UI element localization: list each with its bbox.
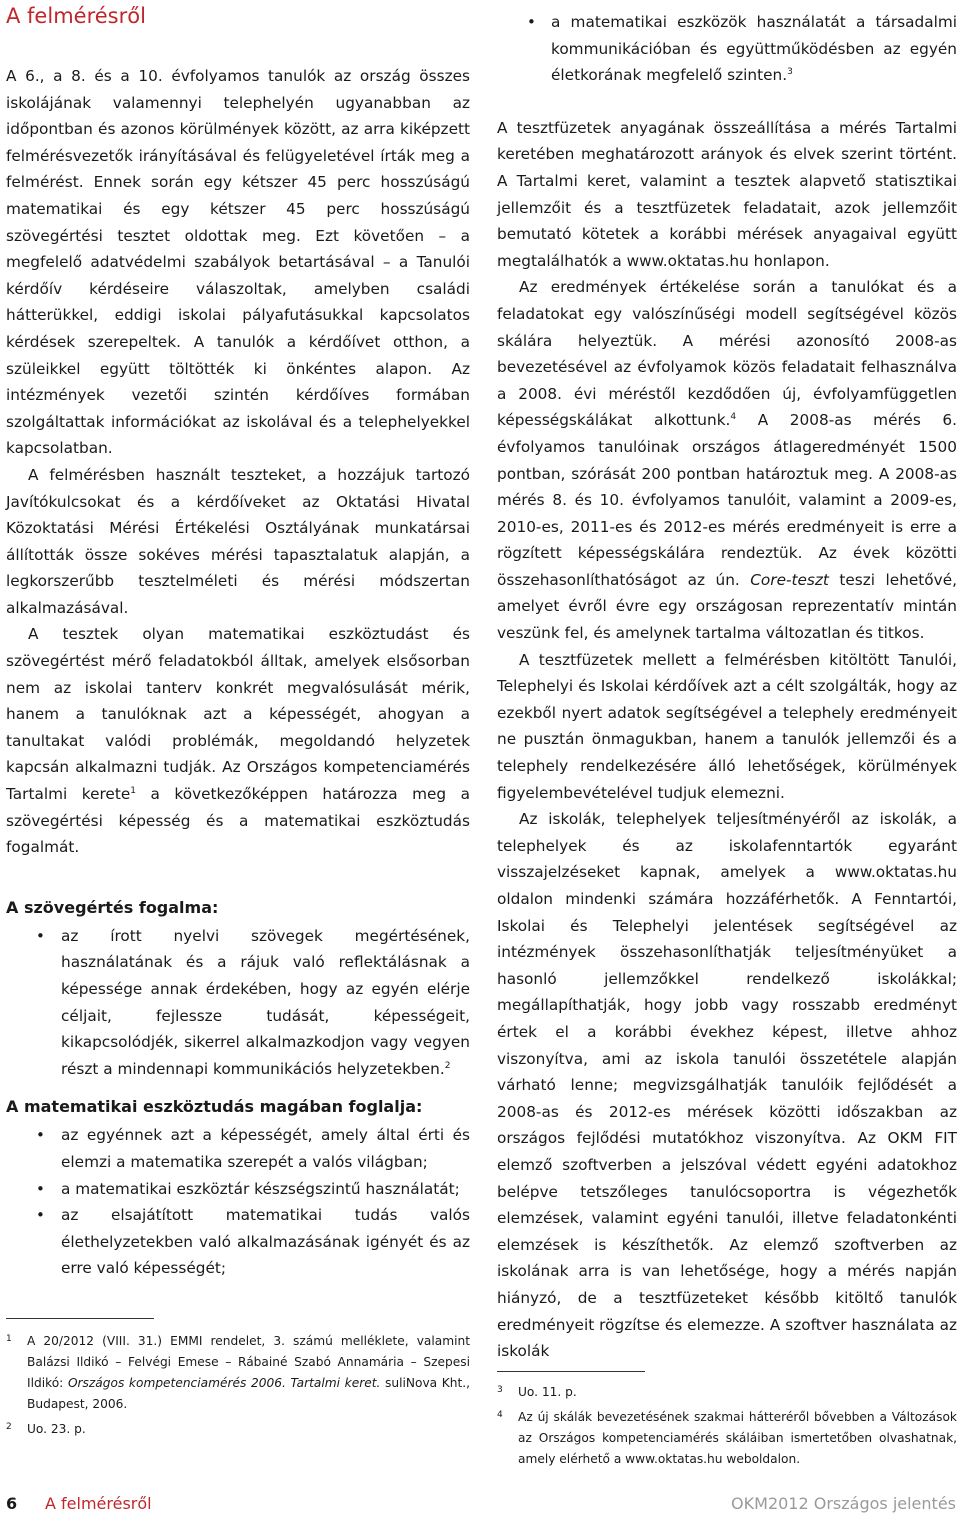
paragraph: Az iskolák, telephelyek teljesítményéről az iskolák, a telephelyek és az iskolafenntartók egyaránt visszajelzéseket kapnak, amelyek a www.oktatas.hu oldalon mindenki számára hozzáférhetők. A Fenntartói, Iskolai és Telephelyi jelentések segítségével az intézmények összehasonlíthatják teljesítményüket a hasonló jellemzőkkel rendelkező iskolákkal; megállapíthatják, hogy jobb vagy rosszabb eredményt értek el a korábbi évekhez képest, illetve ahhoz viszonyítva, ami az iskola tanulói összetétele alapján várható lenne; megvizsgálhatják tanulóik fejlődését a 2008-as és 2012-es mérések közötti időszakban az országos fejlődési mutatókhoz viszonyítva. Az OKM FIT elemző szoftverben a jelszóval védett egyéni adatokhoz belépve tetszőleges tanulócsoportra is végezhetők elemzések, valamint egyéni tanulói, illetve feladatonkénti elemzések is készíthetők. Az elemző szoftverben az iskolának arra is van lehetősége, hogy a mérés napján hiányzó, de a tesztfüzeteket később kitöltő tanulók eredményeit rögzítse és elemezze. A szoftver használata az iskolák	[497, 810, 957, 1361]
paragraph: A tesztfüzetek anyagának összeállítása a mérés Tartalmi keretében meghatározott arányok és elvek szerint történt. A Tartalmi keret, valamint a tesztek alapvető statisztikai jellemzőit és a tesztfüzetek feladatait, azok jellemzőit bemutató kötetek a korábbi mérések anyagaival együtt megtalálhatók a www.oktatas.hu honlapon.	[497, 118, 957, 270]
page-footer	[6, 1494, 956, 1518]
paragraph: A tesztek olyan matematikai eszköztudást és szövegértést mérő feladatokból álltak, amelyek elsősorban nem az iskolai tanterv konkrét megvalósulását mérik, hanem a tanulóknak azt a képességét, ahogyan a tanultakat valódi problémák, megoldandó helyzetek kapcsán alkalmazni tudják. Az Országos kompetenciamérés Tartalmi kerete$^1$ a következőképpen határozza meg a szövegértési képesség és a matematikai eszköztudás fogalmát.	[6, 625, 471, 857]
list-item: • a matematikai eszköztár készségszintű használatát;	[6, 1176, 470, 1203]
footnotes	[497, 1382, 957, 1470]
footer-report-title: OKM2012 Országos jelentés	[731, 1494, 956, 1513]
footnote: 2 Uo. 23. p.	[6, 1421, 86, 1436]
paragraph: A 6., a 8. és a 10. évfolyamos tanulók az ország összes iskolájának valamennyi telephelyén ugyanabban az időpontban és azonos körülmények között, az arra kiképzett felmérésvezetők irányításával és felügyeletével írták meg a felmérést. Ennek során egy kétszer 45 perc hosszúságú matematikai és egy kétszer 45 perc hosszúságú szövegértési tesztet oldottak meg. Ezt követően – a megfelelő adatvédelmi szabályok betartásával – a Tanulói kérdőív kérdéseire válaszoltak, amelyben családi hátterükkel, eddigi iskolai pályafutásukkal kapcsolatos kérdések szerepeltek. A tanulók a kérdőívet otthon, a szüleikkel együtt töltötték ki önkéntes alapon. Az intézmények vezetői szintén kérdőíves formában szolgáltattak információkat az iskolával és a telephelyekkel kapcsolatban.	[6, 67, 470, 458]
reading-definition-list	[6, 923, 470, 1083]
footer-section-title: A felmérésről	[45, 1494, 152, 1513]
list-item: • az egyénnek azt a képességét, amely által érti és elemzi a matematika szerepét a valós világban;	[6, 1122, 470, 1175]
footnote-rule	[497, 1371, 645, 1372]
math-definition-list	[6, 1122, 470, 1282]
list-item: • az elsajátított matematikai tudás valós élethelyzetekben való alkalmazásának igényét és az erre való képességét;	[6, 1202, 470, 1282]
math-definition-heading: A matematikai eszköztudás magában foglalja:	[6, 1097, 423, 1117]
footnote: 1 A 20/2012 (VIII. 31.) EMMI rendelet, 3. számú melléklete, valamint Balázsi Ildikó – Felvégi Emese – Rábainé Szabó Annamária – Szepesi Ildikó: Országos kompetenciamérés 2006. Tartalmi keret. suliNova Kht., Budapest, 2006.	[6, 1333, 471, 1411]
paragraph: A tesztfüzetek mellett a felmérésben kitöltött Tanulói, Telephelyi és Iskolai kérdőívek azt a célt szolgálták, hogy az ezekből nyert adatok segítségével a telephely eredményeit ne pusztán önmagukban, hanem a tanulók jellemzői és a telephely rendelkezésére álló lehetőségek, körülmények figyelembevételével tudjuk elemezni.	[497, 650, 957, 802]
footnote: 3 Uo. 11. p.	[497, 1384, 577, 1399]
footnotes	[6, 1331, 470, 1440]
footnote-ref: 4	[730, 412, 737, 423]
section-title: A felmérésről	[6, 4, 146, 28]
math-definition-list-cont	[497, 9, 957, 89]
paragraph: A felmérésben használt teszteket, a hozzájuk tartozó Javítókulcsokat és a kérdőíveket az Oktatási Hivatal Közoktatási Mérési Értékelési Osztályának munkatársai állították össze sokéves mérési tapasztalatuk alapján, a legkorszerűbb tesztelméleti és mérési módszertan alkalmazásával.	[6, 465, 470, 617]
footnote-ref: 2	[444, 1060, 451, 1071]
footnote-rule	[6, 1318, 154, 1319]
page-number: 6	[6, 1494, 18, 1513]
list-item: • a matematikai eszközök használatát a társadalmi kommunikációban és együttműködésben az egyén életkorának megfelelő szinten.$^3$	[497, 9, 957, 89]
footnote-ref: 1	[130, 785, 136, 796]
right-column	[497, 0, 957, 1470]
footnote: 4 Az új skálák bevezetésének szakmai hátteréről bővebben a Változások az Országos kompetenciamérés skáláiban ismertetőben olvashatnak, amely elérhető a www.oktatas.hu weboldalon.	[497, 1409, 957, 1466]
paragraph: Az eredmények értékelése során a tanulókat és a feladatokat egy valószínűségi modell segítségével közös skálára helyeztük. A mérési azonosító 2008-as bevezetésével az évfolyamok közös feladatait felhasználva a 2008. évi méréstől kezdődően új, évfolyamfüggetlen képességskálákat alkottunk.$^4$ A 2008-as mérés 6. évfolyamos tanulóinak országos átlageredményét 1500 pontban, szórását 200 pontban határoztuk meg. A 2008-as mérés 8. és 10. évfolyamos tanulóit, valamint a 2009-es, 2010-es, 2011-es és 2012-es mérés eredményeit is erre a rögzített képességskálára rendeztük. Az évek közötti összehasonlíthatóságot az ún. Core-teszt teszi lehetővé, amelyet évről évre egy országosan reprezentatív mintán veszünk fel, és amelynek tartalma változatlan és titkos.	[497, 278, 957, 643]
reading-definition-heading: A szövegértés fogalma:	[6, 897, 219, 917]
footnote-ref: 3	[787, 67, 793, 78]
list-item: • az írott nyelvi szövegek megértésének, használatának és a rájuk való reflektálásnak a képessége annak érdekében, hogy az egyén elérje céljait, fejlessze tudását, képességeit, kikapcsolódjék, sikerrel alkalmazkodjon vagy vegyen részt a mindennapi kommunikációs helyzetekben.$^2$	[6, 923, 470, 1083]
left-column	[6, 0, 470, 1440]
